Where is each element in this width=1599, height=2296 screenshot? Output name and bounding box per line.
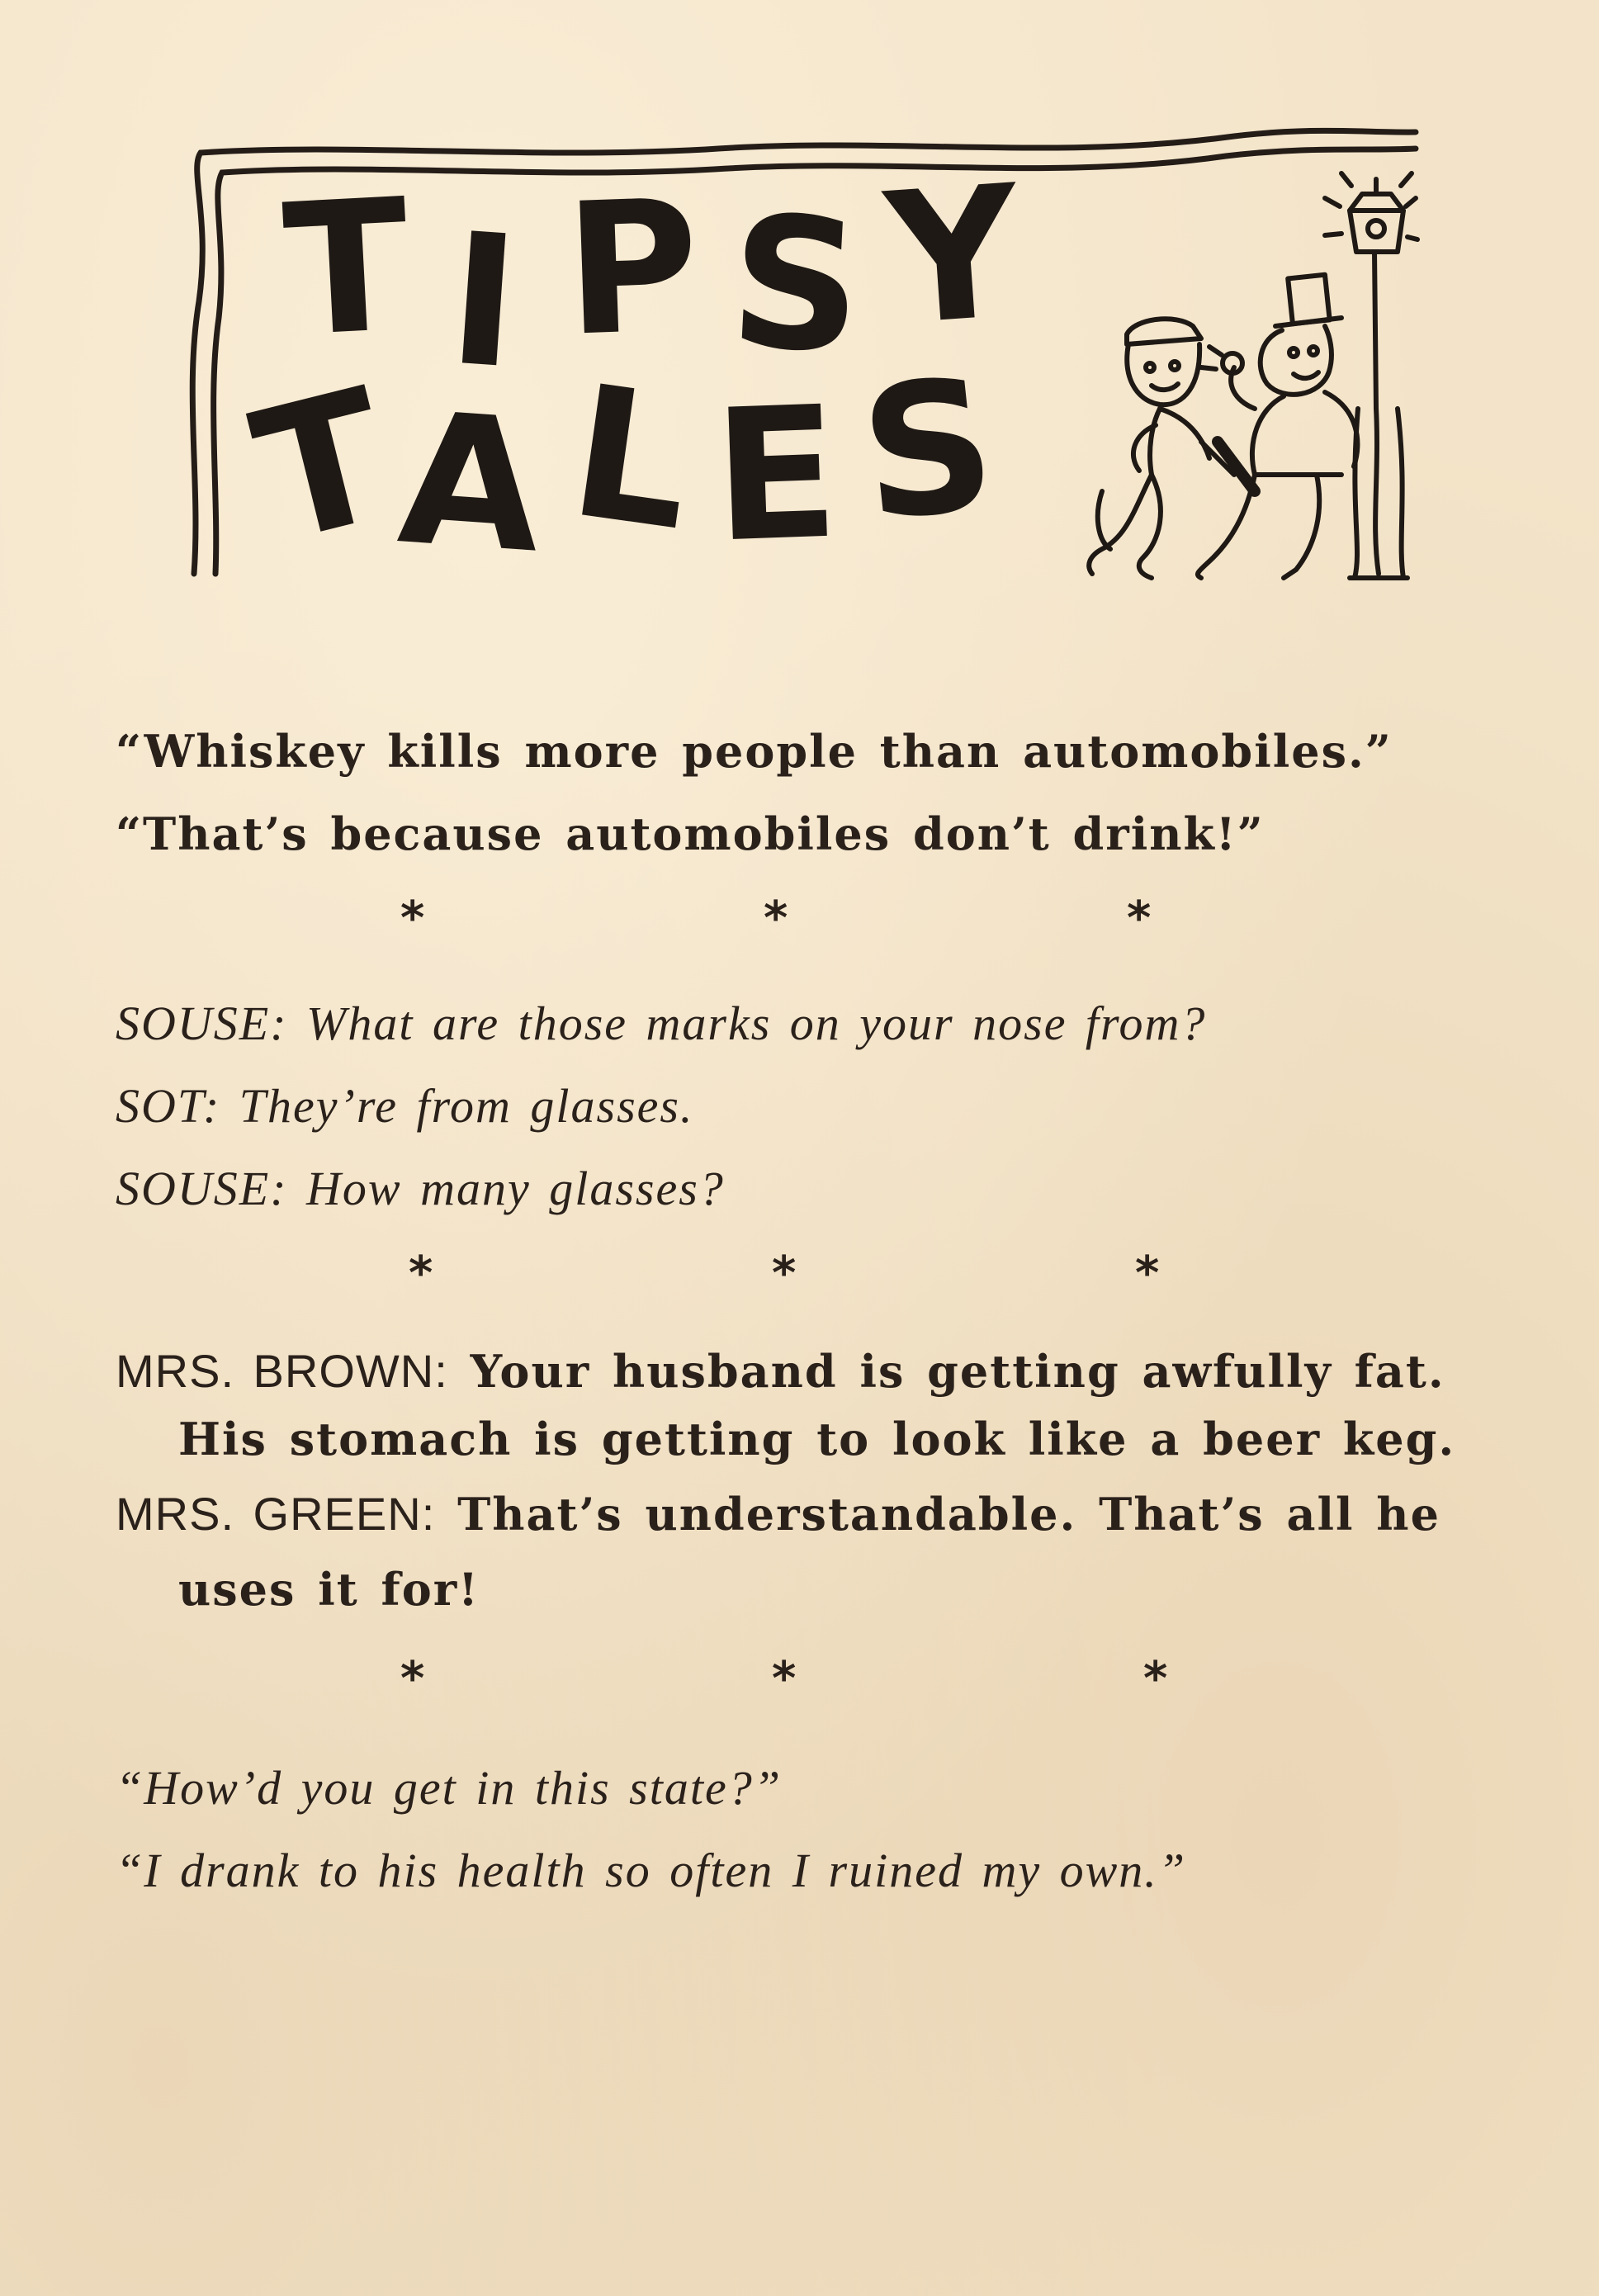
joke-4-line-2: “I drank to his health so often I ruined my own.” — [116, 1844, 1187, 1897]
title-letter: Y — [880, 145, 1027, 367]
title-letter: P — [561, 160, 703, 376]
speaker-mrs-green: MRS. GREEN: — [116, 1488, 436, 1540]
speaker-souse: SOUSE: — [116, 997, 288, 1050]
asterisk: * — [1135, 1247, 1160, 1300]
joke-3-line-1 — [116, 1337, 1486, 1405]
asterisk: * — [400, 1652, 425, 1706]
joke-3-line-2-continued: uses it for! — [178, 1563, 480, 1616]
title-header — [177, 111, 1432, 607]
joke-2-line-2 — [116, 1065, 1486, 1148]
title-letter: L — [559, 345, 704, 571]
dialogue-text: That’s understandable. That’s all he — [457, 1488, 1441, 1541]
asterisk-separator — [116, 875, 1486, 982]
asterisk: * — [400, 892, 425, 945]
asterisk: * — [409, 1247, 433, 1300]
jokes-content — [116, 710, 1486, 1912]
asterisk: * — [764, 892, 788, 945]
joke-3-line-1-continued: His stomach is getting to look like a beer keg. — [178, 1413, 1456, 1465]
joke-2-line-1 — [116, 982, 1486, 1065]
speaker-souse: SOUSE: — [116, 1162, 288, 1215]
title-letter: I — [442, 193, 525, 409]
title-letter: S — [725, 176, 868, 394]
joke-4-line-1: “How’d you get in this state?” — [116, 1761, 782, 1815]
dialogue-text: What are those marks on your nose from? — [306, 997, 1207, 1050]
dialogue-text: How many glasses? — [306, 1162, 725, 1215]
title-letter: T — [236, 348, 408, 585]
dialogue-text: They’re from glasses. — [239, 1079, 694, 1133]
title-letter: A — [393, 372, 548, 594]
asterisk: * — [1143, 1652, 1168, 1706]
asterisk-separator — [116, 1623, 1486, 1747]
title-letter: E — [710, 367, 842, 583]
speaker-mrs-brown: MRS. BROWN: — [116, 1345, 448, 1397]
asterisk: * — [772, 1652, 797, 1706]
title-letter: S — [852, 338, 1005, 562]
asterisk-separator — [116, 1230, 1486, 1337]
asterisk: * — [1127, 892, 1152, 945]
title-letter: T — [279, 159, 414, 377]
joke-3-line-2 — [116, 1473, 1486, 1555]
joke-2-line-3 — [116, 1148, 1486, 1230]
dialogue-text: Your husband is getting awfully fat. — [470, 1345, 1445, 1398]
speaker-sot: SOT: — [116, 1079, 221, 1133]
joke-1-line-1: “Whiskey kills more people than automobiles.” — [116, 725, 1393, 778]
asterisk: * — [772, 1247, 797, 1300]
two-tipsy-men-and-lamp-post-illustration — [1077, 161, 1424, 590]
joke-1-line-2: “That’s because automobiles don’t drink!” — [116, 807, 1265, 860]
